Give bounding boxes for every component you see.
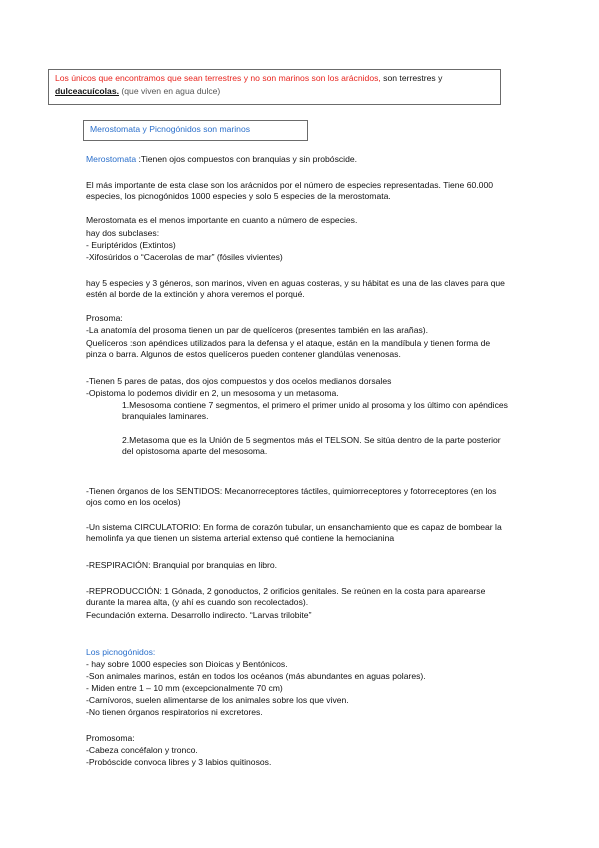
- reproduccion-line-2: Fecundación externa. Desarrollo indirecto. “Larvas trilobite”: [86, 610, 312, 620]
- promosoma-line-1: -Cabeza concéfalon y tronco.: [86, 745, 198, 755]
- intro-dulce-word: dulceacuícolas.: [55, 86, 120, 96]
- merostomata-line-3: - Euriptéridos (Extintos): [86, 240, 176, 250]
- promosoma-title: Promosoma:: [86, 733, 135, 743]
- picnogonidos-line-5: -No tienen órganos respiratorios ni excretores.: [86, 707, 263, 717]
- picnogonidos-line-1: - hay sobre 1000 especies son Dioicas y Bentónicos.: [86, 659, 288, 669]
- picnogonidos-line-4: -Carnívoros, suelen alimentarse de los animales sobre los que viven.: [86, 695, 349, 705]
- intro-line-1: [55, 73, 442, 84]
- promosoma-line-2: -Probóscide convoca libres y 3 labios quitinosos.: [86, 757, 272, 767]
- heading-box-text: Merostomata y Picnogónidos son marinos: [90, 124, 251, 134]
- merostomata-line-2: hay dos subclases:: [86, 228, 160, 238]
- prosoma-para: Quelíceros :son apéndices utilizados para la defensa y el ataque, están en la mandíbula y tienen forma de pinza o barra. Algunos de estos quelíceros pueden contener glandúlas venenosas.: [86, 338, 491, 359]
- intro-line-2: [55, 86, 220, 97]
- merostomata-para2: hay 5 especies y 3 géneros, son marinos, viven en aguas costeras, y su hábitat es una de las claves para que estén al borde de la extinción y ahora veremos el porqué.: [86, 278, 505, 299]
- prosoma-title: Prosoma:: [86, 313, 123, 323]
- intro-red-text: Los únicos que encontramos que sean terrestres y no son marinos son los arácnidos,: [55, 73, 381, 83]
- prosoma-line-2: -Tienen 5 pares de patas, dos ojos compuestos y dos ocelos medianos dorsales: [86, 376, 392, 386]
- merostomata-def-line: [86, 154, 357, 165]
- merostomata-def: :Tienen ojos compuestos con branquias y sin probóscide.: [136, 154, 358, 164]
- merostomata-term: Merostomata: [86, 154, 137, 164]
- sentidos-para: -Tienen órganos de los SENTIDOS: Mecanorreceptores táctiles, quimiorreceptores y fotorreceptores (en los ojos como en los ocelos): [86, 486, 497, 507]
- intro-after-red: son terrestres y: [380, 73, 443, 83]
- picnogonidos-line-2: -Son animales marinos, están en todos los océanos (más abundantes en aguas polares).: [86, 671, 426, 681]
- prosoma-item-1: 1.Mesosoma contiene 7 segmentos, el primero el primer unido al prosoma y los último con apéndices branquiales laminares.: [122, 400, 508, 421]
- intro-paren: (que viven en agua dulce): [119, 86, 221, 96]
- respiracion-line: -RESPIRACIÓN: Branquial por branquias en libro.: [86, 560, 278, 570]
- picnogonidos-title: Los picnogónidos:: [86, 647, 156, 657]
- merostomata-para1: El más importante de esta clase son los arácnidos por el número de especies representadas. Tiene 60.000 especies, los picnogónidos 1000 especies y solo 5 especies de la merostomata.: [86, 180, 494, 201]
- picnogonidos-line-3: - Miden entre 1 – 10 mm (excepcionalmente 70 cm): [86, 683, 283, 693]
- reproduccion-para: -REPRODUCCIÓN: 1 Gónada, 2 gonoductos, 2 orificios genitales. Se reúnen en la costa para aparearse durante la marea alta, (y ahí es cuando son recolectados).: [86, 586, 486, 607]
- prosoma-line-3: -Opistoma lo podemos dividir en 2, un mesosoma y un metasoma.: [86, 388, 339, 398]
- prosoma-item-2: 2.Metasoma que es la Unión de 5 segmentos más el TELSON. Se sitúa dentro de la parte posterior del opistosoma aparte del mesosoma.: [122, 435, 501, 456]
- prosoma-line-1: -La anatomía del prosoma tienen un par de quelíceros (presentes también en las arañas).: [86, 325, 429, 335]
- merostomata-line-1: Merostomata es el menos importante en cuanto a número de especies.: [86, 215, 358, 225]
- circulatorio-para: -Un sistema CIRCULATORIO: En forma de corazón tubular, un ensanchamiento que es capaz de bombear la hemolinfa ya que tienen un sistema arterial extenso qué contiene la hemocianina: [86, 522, 502, 543]
- merostomata-line-4: -Xifosúridos o “Cacerolas de mar” (fósiles vivientes): [86, 252, 283, 262]
